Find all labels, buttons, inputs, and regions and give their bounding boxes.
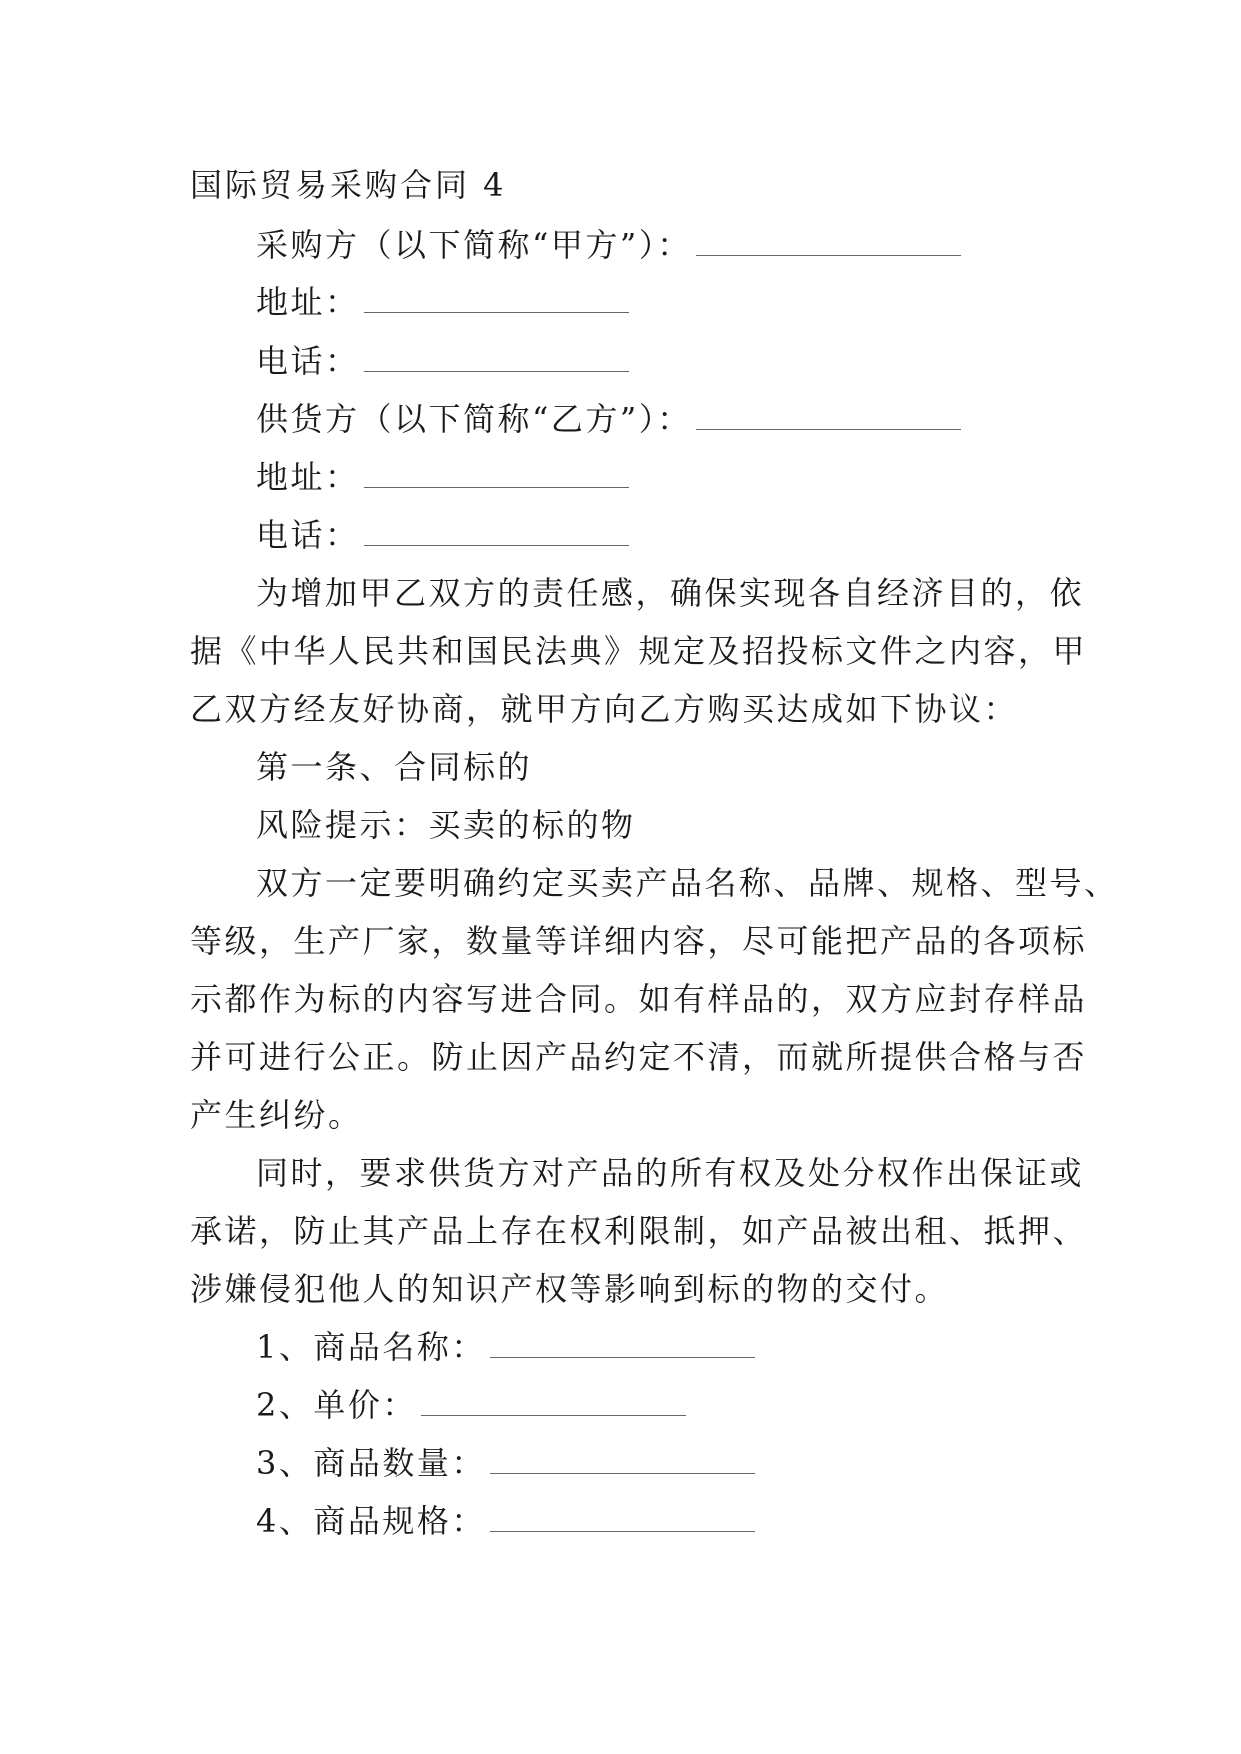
- document-title: 国际贸易采购合同 4: [190, 166, 507, 204]
- party-a-address-row: [256, 282, 629, 322]
- party-a-address-blank: [364, 286, 629, 313]
- party-a-phone-row: [256, 341, 629, 381]
- risk-title: 风险提示：买卖的标的物: [256, 806, 636, 844]
- item-row: [256, 1501, 755, 1541]
- risk-para2-line: 涉嫌侵犯他人的知识产权等影响到标的物的交付。: [190, 1270, 950, 1308]
- article1-title: 第一条、合同标的: [256, 748, 533, 786]
- party-a-row: [256, 225, 961, 265]
- risk-para1-line: 产生纠纷。: [190, 1096, 363, 1134]
- risk-para2-line: 同时，要求供货方对产品的所有权及处分权作出保证或: [256, 1154, 1085, 1192]
- item-label: 1、商品名称：: [256, 1328, 486, 1366]
- party-b-phone-label: 电话：: [256, 516, 360, 554]
- party-b-address-row: [256, 457, 629, 497]
- party-a-label: 采购方（以下简称“甲方”）：: [256, 226, 692, 264]
- item-blank: [490, 1331, 755, 1358]
- party-b-blank: [696, 403, 961, 430]
- item-row: [256, 1385, 686, 1425]
- party-a-phone-label: 电话：: [256, 342, 360, 380]
- item-row: [256, 1327, 755, 1367]
- party-b-address-blank: [364, 461, 629, 488]
- item-label: 2、单价：: [256, 1386, 417, 1424]
- item-blank: [421, 1389, 686, 1416]
- party-a-address-label: 地址：: [256, 283, 360, 321]
- party-b-phone-blank: [364, 519, 629, 546]
- risk-para1-line: 等级，生产厂家，数量等详细内容，尽可能把产品的各项标: [190, 922, 1088, 960]
- item-blank: [490, 1505, 755, 1532]
- party-a-phone-blank: [364, 345, 629, 372]
- risk-para2-line: 承诺，防止其产品上存在权利限制，如产品被出租、抵押、: [190, 1212, 1088, 1250]
- party-b-row: [256, 399, 961, 439]
- risk-para1-line: 双方一定要明确约定买卖产品名称、品牌、规格、型号、: [256, 864, 1119, 902]
- item-blank: [490, 1447, 755, 1474]
- item-label: 3、商品数量：: [256, 1444, 486, 1482]
- party-b-label: 供货方（以下简称“乙方”）：: [256, 400, 692, 438]
- party-a-blank: [696, 229, 961, 256]
- item-row: [256, 1443, 755, 1483]
- intro-line: 乙双方经友好协商，就甲方向乙方购买达成如下协议：: [190, 690, 1019, 728]
- party-b-phone-row: [256, 515, 629, 555]
- risk-para1-line: 并可进行公正。防止因产品约定不清，而就所提供合格与否: [190, 1038, 1088, 1076]
- party-b-address-label: 地址：: [256, 458, 360, 496]
- item-label: 4、商品规格：: [256, 1502, 486, 1540]
- risk-para1-line: 示都作为标的内容写进合同。如有样品的，双方应封存样品: [190, 980, 1088, 1018]
- intro-line: 据《中华人民共和国民法典》规定及招投标文件之内容，甲: [190, 632, 1088, 670]
- intro-line: 为增加甲乙双方的责任感，确保实现各自经济目的，依: [256, 574, 1085, 612]
